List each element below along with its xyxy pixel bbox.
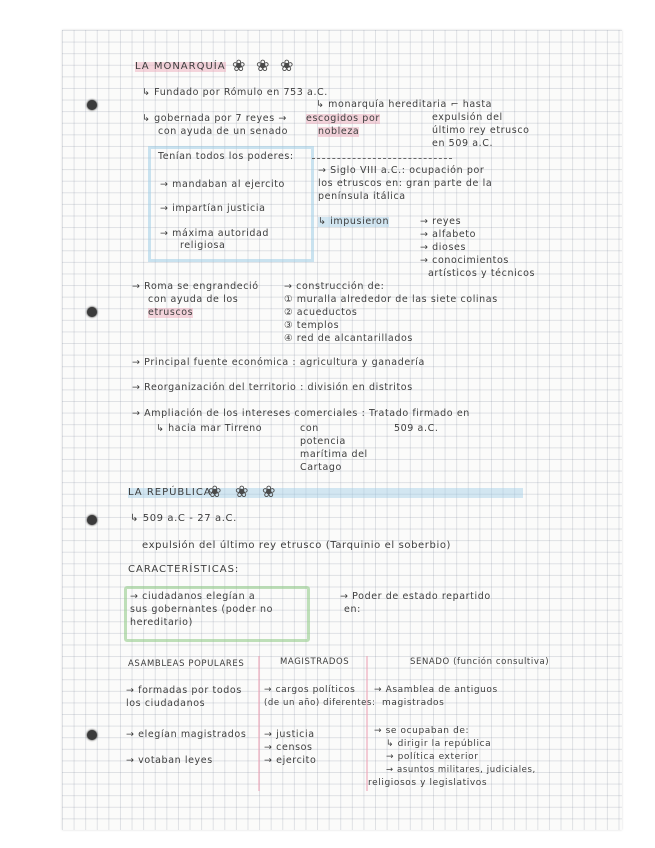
flower-icon: ❀ xyxy=(232,56,246,75)
column-item: → política exterior xyxy=(386,752,479,762)
construccion-text: → construcción de: xyxy=(284,281,385,292)
roma-text: con ayuda de los xyxy=(148,294,239,305)
binder-hole xyxy=(87,730,97,740)
territorio-text: → Reorganización del territorio : división en distritos xyxy=(132,382,413,393)
column-item: → se ocupaban de: xyxy=(374,726,470,736)
column-item: → votaban leyes xyxy=(126,755,213,766)
column-divider xyxy=(366,656,368,791)
poder-item: → máxima autoridad xyxy=(160,228,270,239)
column-item: → ejercito xyxy=(264,755,317,766)
gobernado-text: ↳ gobernada por 7 reyes → xyxy=(142,113,287,124)
poder-text: → Poder de estado repartido xyxy=(340,591,491,602)
obra-item: ③ templos xyxy=(284,320,340,331)
impuesto-item: → dioses xyxy=(420,242,467,253)
flower-icon: ❀ xyxy=(256,56,270,75)
expulsion-text: en 509 a.C. xyxy=(432,138,494,149)
section-title-monarquia: LA MONARQUÍA xyxy=(135,61,226,72)
expulsion-text: último rey etrusco xyxy=(432,125,530,136)
escogidos-text: escogidos por xyxy=(306,113,380,124)
impuesto-item: → alfabeto xyxy=(420,229,477,240)
section-title-republica: LA REPÚBLICA xyxy=(128,488,523,498)
republica-fechas: ↳ 509 a.C - 27 a.C. xyxy=(130,513,237,524)
impuesto-item: → reyes xyxy=(420,216,462,227)
tratado-fecha: 509 a.C. xyxy=(394,423,439,434)
column-item: → justicia xyxy=(264,729,315,740)
binder-hole xyxy=(87,515,97,525)
column-item: → cargos políticos xyxy=(264,685,356,695)
poder-item: religiosa xyxy=(180,240,226,251)
impusieron-text: ↳ impusieron xyxy=(318,216,390,227)
tenian-text: Tenían todos los poderes: xyxy=(158,151,294,162)
column-divider xyxy=(258,656,260,791)
column-header-asambleas: ASAMBLEAS POPULARES xyxy=(128,659,245,669)
column-item: → Asamblea de antiguos xyxy=(374,685,498,695)
impuesto-item: → conocimientos xyxy=(420,255,509,266)
flower-icon: ❀ xyxy=(262,482,276,501)
economia-text: → Principal fuente económica : agricultura y ganadería xyxy=(132,357,425,368)
obra-item: ④ red de alcantarillados xyxy=(284,333,413,344)
flower-icon: ❀ xyxy=(280,56,294,75)
column-item: los ciudadanos xyxy=(126,698,206,709)
obra-item: ① muralla alrededor de las siete colinas xyxy=(284,294,498,305)
ciudadanos-text: → ciudadanos elegían a xyxy=(130,591,256,602)
caracteristicas-title: CARACTERÍSTICAS: xyxy=(128,564,240,575)
flower-icon: ❀ xyxy=(235,482,249,501)
expulsion-text: expulsión del xyxy=(432,112,503,123)
column-item: (de un año) diferentes: xyxy=(264,698,376,708)
escogidos-text: nobleza xyxy=(318,126,360,137)
cartago-text: marítima del xyxy=(300,449,368,460)
column-item: → elegían magistrados xyxy=(126,729,247,740)
binder-hole xyxy=(87,100,97,110)
column-item: magistrados xyxy=(382,698,445,708)
binder-hole xyxy=(87,307,97,317)
obra-item: ② acueductos xyxy=(284,307,358,318)
column-header-senado: SENADO (función consultiva) xyxy=(410,657,550,667)
siglo-text: península itálica xyxy=(318,191,406,202)
flower-icon: ❀ xyxy=(208,482,222,501)
column-item: → censos xyxy=(264,742,313,753)
siglo-text: los etruscos en: gran parte de la xyxy=(318,178,493,189)
ampliacion-text: → Ampliación de los intereses comerciales : Tratado firmado en xyxy=(132,408,470,419)
column-item: → formadas por todos xyxy=(126,685,242,696)
fundado-text: ↳ Fundado por Rómulo en 753 a.C. xyxy=(142,87,328,98)
poder-item: → mandaban al ejercito xyxy=(160,179,285,190)
column-item: ↳ dirigir la república xyxy=(386,739,492,749)
cartago-text: con xyxy=(300,423,319,434)
column-header-magistrados: MAGISTRADOS xyxy=(280,657,350,667)
column-item: → asuntos militares, judiciales, xyxy=(386,765,536,775)
siglo-text: → Siglo VIII a.C.: ocupación por xyxy=(318,165,485,176)
ciudadanos-text: sus gobernantes (poder no xyxy=(130,604,273,615)
notebook-page xyxy=(62,30,622,830)
cartago-text: potencia xyxy=(300,436,346,447)
republica-expulsion: expulsión del último rey etrusco (Tarquinio el soberbio) xyxy=(142,540,452,551)
poder-text: en: xyxy=(344,604,361,615)
column-item: religiosos y legislativos xyxy=(368,778,488,788)
divider xyxy=(312,158,452,159)
poder-item: → impartían justicia xyxy=(160,203,266,214)
roma-text: etruscos xyxy=(148,307,194,318)
hacia-text: ↳ hacia mar Tirreno xyxy=(156,423,263,434)
hereditaria-text: ↳ monarquía hereditaria ⌐ hasta xyxy=(316,99,493,110)
gobernado-text: con ayuda de un senado xyxy=(158,126,289,137)
roma-text: → Roma se engrandeció xyxy=(132,281,259,292)
ciudadanos-text: hereditario) xyxy=(130,617,193,628)
impuesto-item: artísticos y técnicos xyxy=(428,268,536,279)
cartago-text: Cartago xyxy=(300,462,342,473)
